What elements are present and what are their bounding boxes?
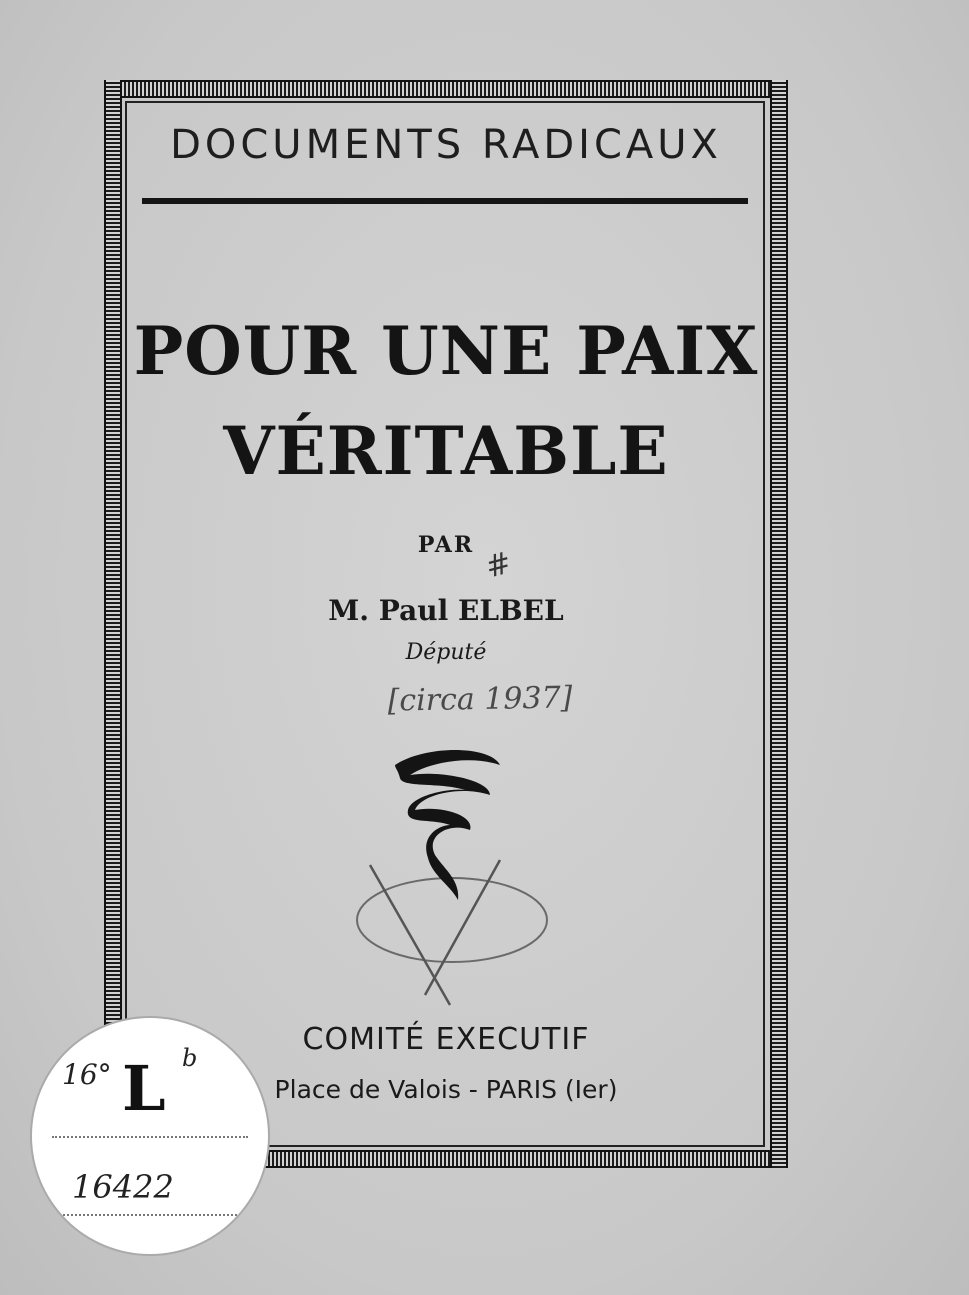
party-emblem-icon	[340, 740, 570, 1020]
handwritten-date-annotation: [circa 1937]	[387, 680, 573, 719]
main-title-line-1: POUR UNE PAIX	[133, 312, 759, 390]
frame-border-left	[104, 80, 122, 1168]
shelfmark-letter: L	[122, 1052, 166, 1125]
shelfmark-prefix: 16°	[62, 1058, 112, 1091]
shelfmark-number: 16422	[72, 1168, 174, 1206]
title-divider	[142, 198, 748, 204]
pencil-cross-stroke-1	[370, 865, 450, 1005]
label-dotted-line	[52, 1214, 248, 1216]
series-title: DOCUMENTS RADICAUX	[170, 122, 722, 168]
shelfmark-suffix: b	[182, 1044, 198, 1072]
main-title-line-2: VÉRITABLE	[223, 412, 669, 490]
by-label: PAR	[417, 532, 475, 558]
label-dotted-line	[52, 1136, 248, 1138]
frame-border-right	[770, 80, 788, 1168]
handwritten-hash-mark: #	[481, 545, 516, 586]
author-name: M. Paul ELBEL	[328, 594, 564, 627]
frame-border-top	[104, 80, 788, 98]
pencil-cross-stroke-2	[425, 860, 500, 995]
library-shelfmark-label	[32, 1018, 268, 1254]
emblem-flame-shape	[395, 750, 500, 900]
publisher-address: Place de Valois - PARIS (Ier)	[274, 1075, 618, 1104]
publisher-name: COMITÉ EXECUTIF	[302, 1022, 590, 1057]
author-role: Député	[405, 640, 487, 665]
